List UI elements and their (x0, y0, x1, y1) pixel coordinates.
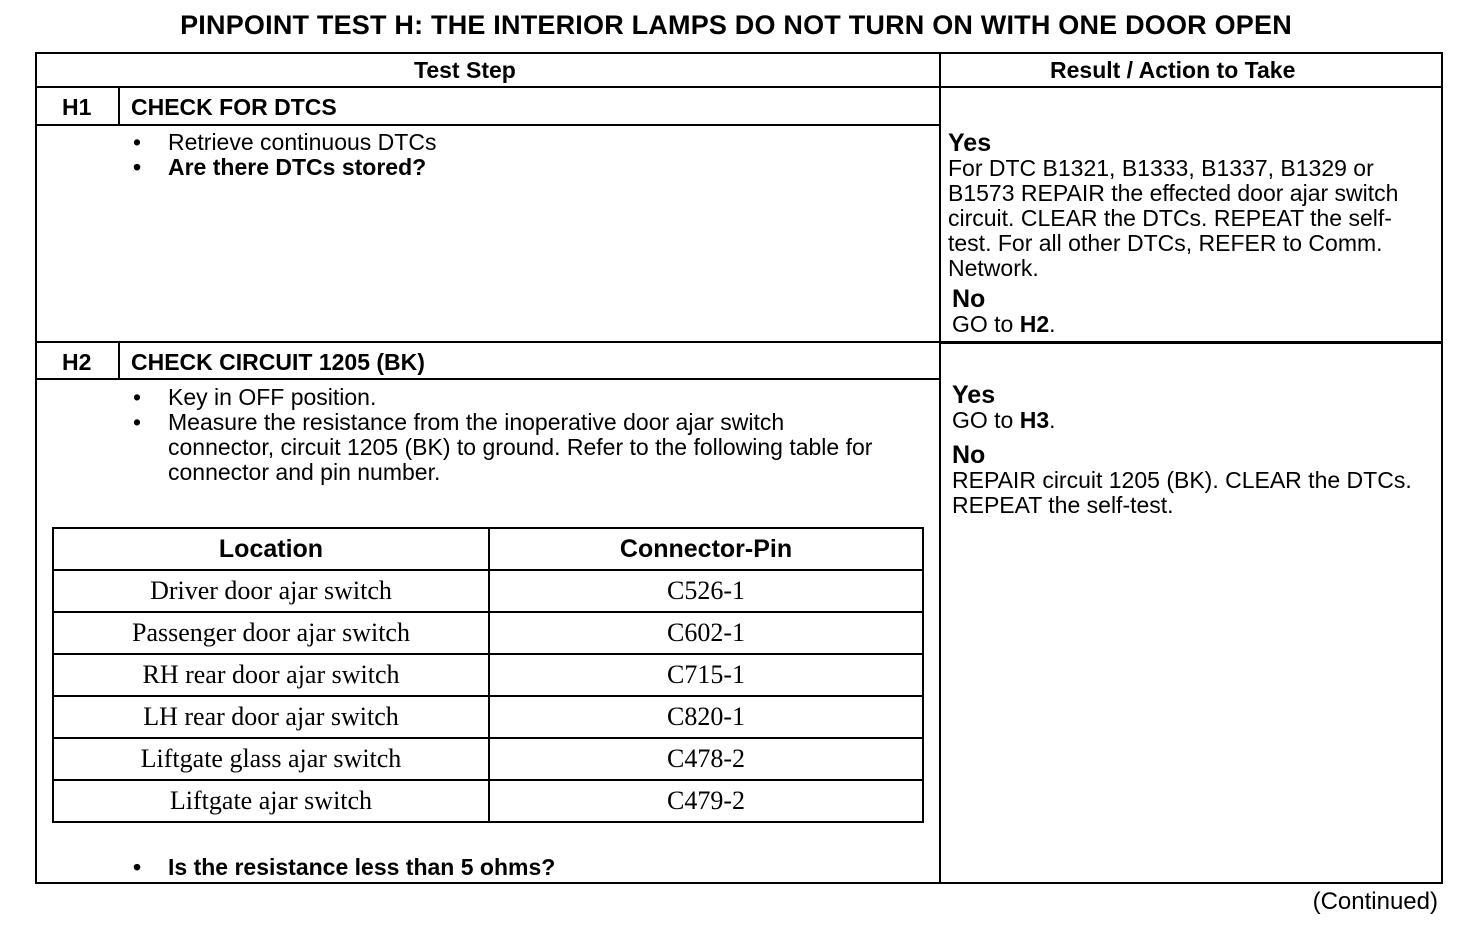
no-label: No (952, 441, 986, 469)
step-id-h1: H1 (62, 94, 92, 120)
column-divider (939, 52, 941, 884)
table-row (53, 738, 923, 780)
header-test-step: Test Step (414, 57, 516, 83)
step-title-underline (35, 124, 940, 126)
no-action-text: REPAIR circuit 1205 (BK). CLEAR the DTCs. REPEAT the self-test. (952, 467, 1412, 518)
location-cell: Passenger door ajar switch (53, 612, 489, 654)
table-row (53, 612, 923, 654)
yes-label: Yes (948, 129, 992, 157)
yes-action-suffix: . (1049, 407, 1056, 433)
location-cell: Driver door ajar switch (53, 570, 489, 612)
location-cell: Liftgate ajar switch (53, 780, 489, 822)
connector-pin-cell: C820-1 (489, 696, 923, 738)
step-title-h1: CHECK FOR DTCS (131, 94, 337, 120)
connector-pin-cell: C479-2 (489, 780, 923, 822)
connector-pin-cell: C526-1 (489, 570, 923, 612)
continued-note: (Continued) (1312, 888, 1438, 915)
connector-pin-table (52, 527, 924, 823)
bullet-item: • Key in OFF position. (130, 385, 890, 410)
bullet-item: • Retrieve continuous DTCs (130, 130, 920, 155)
yes-action (952, 407, 1056, 433)
yes-label: Yes (952, 381, 996, 409)
step-h2-question: • Is the resistance less than 5 ohms? (130, 854, 555, 881)
connector-pin-cell: C478-2 (489, 738, 923, 780)
no-action-prefix: GO to (952, 311, 1020, 337)
table-row (53, 570, 923, 612)
no-label: No (952, 285, 986, 313)
table-header-row (53, 528, 923, 570)
step-h2-bullets (130, 385, 890, 485)
yes-action-prefix: GO to (952, 407, 1020, 433)
header-result: Result / Action to Take (1050, 57, 1296, 83)
connector-pin-cell: C602-1 (489, 612, 923, 654)
location-cell: LH rear door ajar switch (53, 696, 489, 738)
step-id-divider (118, 343, 120, 380)
page-title: PINPOINT TEST H: THE INTERIOR LAMPS DO NOT TURN ON WITH ONE DOOR OPEN (180, 10, 1292, 40)
result-h1 (948, 131, 1433, 337)
bullet-item: • Measure the resistance from the inoperative door ajar switch connector, circuit 1205 (BK) to ground. Refer to the following table for connector and pin number. (130, 410, 890, 485)
header-divider (35, 86, 1443, 88)
column-header-location: Location (53, 528, 489, 570)
step-id-h2: H2 (62, 349, 92, 375)
result-top-border (939, 343, 1443, 344)
no-action-suffix: . (1049, 311, 1056, 337)
step-title-h2: CHECK CIRCUIT 1205 (BK) (131, 349, 425, 375)
no-action-target: H2 (1019, 311, 1050, 337)
no-action (952, 311, 1056, 337)
table-row (53, 780, 923, 822)
table-row (53, 654, 923, 696)
result-h2 (952, 383, 1432, 518)
connector-pin-cell: C715-1 (489, 654, 923, 696)
step-id-divider (118, 88, 120, 125)
step-title-underline (35, 378, 940, 380)
column-header-connector-pin: Connector-Pin (489, 528, 923, 570)
location-cell: RH rear door ajar switch (53, 654, 489, 696)
yes-action-text: For DTC B1321, B1333, B1337, B1329 or B1573 REPAIR the effected door ajar switch circuit. CLEAR the DTCs. REPEAT the self-test. For all other DTCs, REFER to Comm. Network. (948, 155, 1399, 281)
bullet-question: • Are there DTCs stored? (130, 155, 920, 180)
step-h1-bullets (130, 130, 920, 180)
table-row (53, 696, 923, 738)
yes-action-target: H3 (1019, 407, 1050, 433)
location-cell: Liftgate glass ajar switch (53, 738, 489, 780)
